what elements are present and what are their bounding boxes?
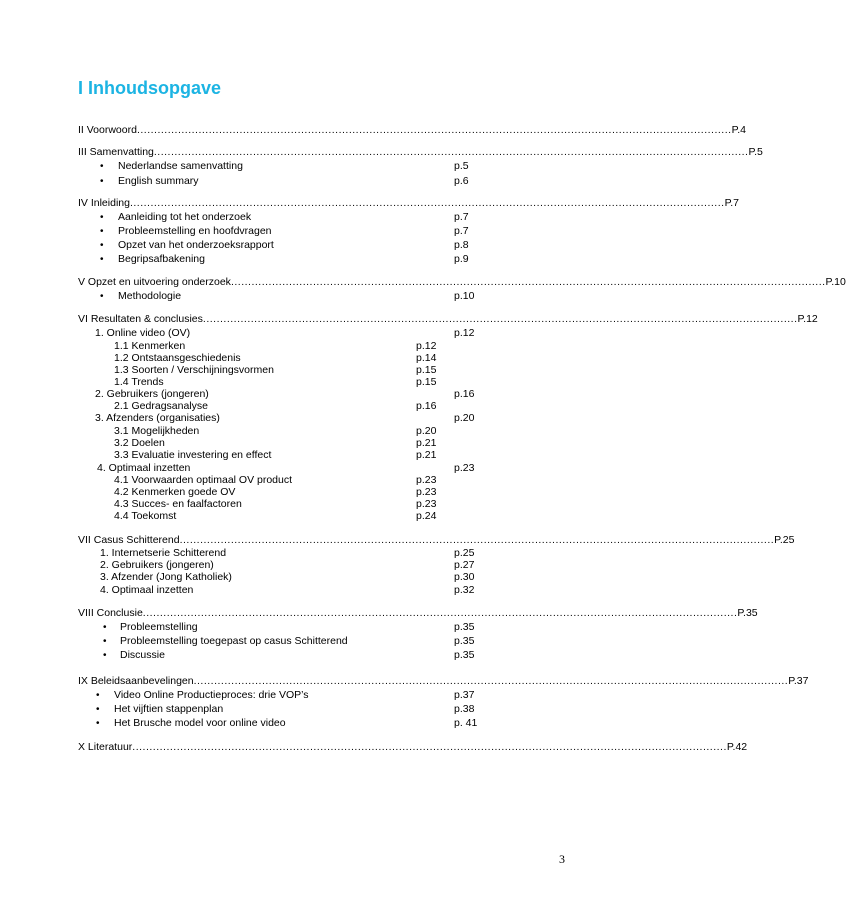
toc-subitem-page: p.23	[416, 486, 437, 498]
page-title: I Inhoudsopgave	[78, 78, 222, 98]
toc-section-label: VI Resultaten & conclusies	[78, 313, 203, 325]
toc-section-conclusie[interactable]	[78, 607, 758, 620]
toc-item-page: p. 41	[454, 717, 478, 729]
toc-item-label[interactable]: Probleemstelling toegepast op casus Schitterend	[120, 635, 348, 647]
toc-subitem-page: p.20	[416, 425, 437, 437]
dot-leader: ..............................................................................................................................................................................	[179, 534, 775, 546]
toc-subitem-page: p.21	[416, 437, 437, 449]
toc-item-label[interactable]: Het vijftien stappenplan	[114, 703, 224, 715]
toc-group-label[interactable]: 4. Optimaal inzetten	[97, 462, 191, 474]
toc-subitem-label[interactable]: 4.4 Toekomst	[114, 510, 177, 522]
bullet-icon: •	[103, 636, 107, 647]
toc-section-label: IV Inleiding	[78, 197, 130, 209]
toc-group-page: p.16	[454, 388, 475, 400]
toc-section-literatuur[interactable]	[78, 741, 748, 754]
toc-group-page: p.20	[454, 412, 475, 424]
toc-subitem-label[interactable]: 1.3 Soorten / Verschijningsvormen	[114, 364, 274, 376]
toc-subitem-label[interactable]: 2.1 Gedragsanalyse	[114, 400, 208, 412]
toc-section-samenvatting[interactable]	[78, 146, 763, 159]
toc-item-page: p.10	[454, 290, 475, 302]
toc-subitem-page: p.15	[416, 364, 437, 376]
toc-subitem-label[interactable]: 3.3 Evaluatie investering en effect	[114, 449, 272, 461]
dot-leader: ..............................................................................................................................................................................	[129, 197, 725, 209]
toc-item-page: p.35	[454, 649, 475, 661]
bullet-icon: •	[100, 254, 104, 265]
toc-subitem-page: p.12	[416, 340, 437, 352]
toc-group-label[interactable]: 2. Gebruikers (jongeren)	[95, 388, 209, 400]
toc-subitem-page: p.14	[416, 352, 437, 364]
toc-item-page: p.32	[454, 584, 475, 596]
toc-item-label[interactable]: 4. Optimaal inzetten	[100, 584, 194, 596]
toc-item-page: p.35	[454, 635, 475, 647]
toc-subitem-label[interactable]: 1.1 Kenmerken	[114, 340, 186, 352]
toc-section-label: V Opzet en uitvoering onderzoek	[78, 276, 231, 288]
bullet-icon: •	[96, 690, 100, 701]
toc-section-page: P.7	[724, 197, 739, 209]
page-number: 3	[559, 852, 565, 866]
toc-item-label[interactable]: Opzet van het onderzoeksrapport	[118, 239, 274, 251]
toc-item-page: p.30	[454, 571, 475, 583]
toc-section-page: P.5	[748, 146, 763, 158]
toc-item-label[interactable]: Methodologie	[118, 290, 182, 302]
toc-item-page: p.9	[454, 253, 469, 265]
bullet-icon: •	[103, 650, 107, 661]
toc-section-beleid[interactable]	[78, 675, 809, 688]
bullet-icon: •	[96, 704, 100, 715]
toc-subitem-label[interactable]: 4.3 Succes- en faalfactoren	[114, 498, 242, 510]
toc-subitem-page: p.23	[416, 474, 437, 486]
bullet-icon: •	[96, 718, 100, 729]
toc-item-page: p.35	[454, 621, 475, 633]
toc-subitem-label[interactable]: 4.1 Voorwaarden optimaal OV product	[114, 474, 293, 486]
bullet-icon: •	[100, 212, 104, 223]
toc-section-page: P.37	[788, 675, 809, 687]
toc-item-label[interactable]: English summary	[118, 175, 199, 187]
toc-section-voorwoord[interactable]	[78, 124, 746, 137]
dot-leader: ..............................................................................................................................................................................	[136, 124, 732, 136]
toc-section-inleiding[interactable]	[78, 197, 739, 210]
bullet-icon: •	[103, 622, 107, 633]
toc-section-label: IX Beleidsaanbevelingen	[78, 675, 194, 687]
toc-section-label: VIII Conclusie	[78, 607, 143, 619]
toc-item-label[interactable]: Discussie	[120, 649, 165, 661]
toc-subitem-page: p.15	[416, 376, 437, 388]
toc-group-label[interactable]: 3. Afzenders (organisaties)	[95, 412, 220, 424]
toc-item-label[interactable]: Aanleiding tot het onderzoek	[118, 211, 252, 223]
toc-item-page: p.7	[454, 211, 469, 223]
toc-item-label[interactable]: Begripsafbakening	[118, 253, 205, 265]
toc-subitem-label[interactable]: 3.1 Mogelijkheden	[114, 425, 200, 437]
toc-subitem-page: p.24	[416, 510, 437, 522]
toc-item-page: p.6	[454, 175, 469, 187]
toc-subitem-page: p.23	[416, 498, 437, 510]
dot-leader: ..............................................................................................................................................................................	[230, 276, 826, 288]
toc-section-page: P.12	[797, 313, 818, 325]
bullet-icon: •	[100, 291, 104, 302]
toc-item-page: p.37	[454, 689, 475, 701]
toc-item-label[interactable]: Probleemstelling	[120, 621, 198, 633]
toc-item-label[interactable]: Het Brusche model voor online video	[114, 717, 286, 729]
dot-leader: ..............................................................................................................................................................................	[202, 313, 798, 325]
toc-subitem-page: p.16	[416, 400, 437, 412]
toc-section-resultaten[interactable]	[78, 313, 818, 326]
bullet-icon: •	[100, 176, 104, 187]
toc-subitem-page: p.21	[416, 449, 437, 461]
toc-item-label[interactable]: Nederlandse samenvatting	[118, 160, 243, 172]
toc-item-page: p.7	[454, 225, 469, 237]
toc-item-page: p.27	[454, 559, 475, 571]
toc-subitem-label[interactable]: 1.2 Ontstaansgeschiedenis	[114, 352, 241, 364]
toc-subitem-label[interactable]: 4.2 Kenmerken goede OV	[114, 486, 236, 498]
dot-leader: ..............................................................................................................................................................................	[193, 675, 789, 687]
toc-section-page: P.4	[731, 124, 746, 136]
toc-section-page: P.10	[825, 276, 846, 288]
dot-leader: ..............................................................................................................................................................................	[153, 146, 749, 158]
toc-section-casus[interactable]	[78, 534, 795, 547]
toc-section-page: P.35	[737, 607, 758, 619]
toc-section-label: II Voorwoord	[78, 124, 137, 136]
toc-item-label[interactable]: Probleemstelling en hoofdvragen	[118, 225, 272, 237]
toc-subitem-label[interactable]: 1.4 Trends	[114, 376, 164, 388]
toc-group-page: p.23	[454, 462, 475, 474]
toc-section-opzet[interactable]	[78, 276, 846, 289]
toc-item-page: p.8	[454, 239, 469, 251]
toc-subitem-label[interactable]: 3.2 Doelen	[114, 437, 165, 449]
toc-section-label: X Literatuur	[78, 741, 133, 753]
bullet-icon: •	[100, 161, 104, 172]
toc-group-page: p.12	[454, 327, 475, 339]
bullet-icon: •	[100, 240, 104, 251]
dot-leader: ..............................................................................................................................................................................	[142, 607, 738, 619]
toc-section-label: VII Casus Schitterend	[78, 534, 180, 546]
toc-section-page: P.25	[774, 534, 795, 546]
toc-item-label[interactable]: 3. Afzender (Jong Katholiek)	[100, 571, 232, 583]
toc-item-page: p.5	[454, 160, 469, 172]
toc-item-page: p.25	[454, 547, 475, 559]
dot-leader: ..............................................................................................................................................................................	[132, 741, 727, 753]
toc-section-label: III Samenvatting	[78, 146, 154, 158]
bullet-icon: •	[100, 226, 104, 237]
toc-item-label[interactable]: 2. Gebruikers (jongeren)	[100, 559, 214, 571]
toc-item-page: p.38	[454, 703, 475, 715]
toc-group-label[interactable]: 1. Online video (OV)	[95, 327, 191, 339]
toc-item-label[interactable]: Video Online Productieproces: drie VOP’s	[114, 689, 309, 701]
toc-section-page: P.42	[726, 741, 748, 753]
toc-item-label[interactable]: 1. Internetserie Schitterend	[100, 547, 227, 559]
